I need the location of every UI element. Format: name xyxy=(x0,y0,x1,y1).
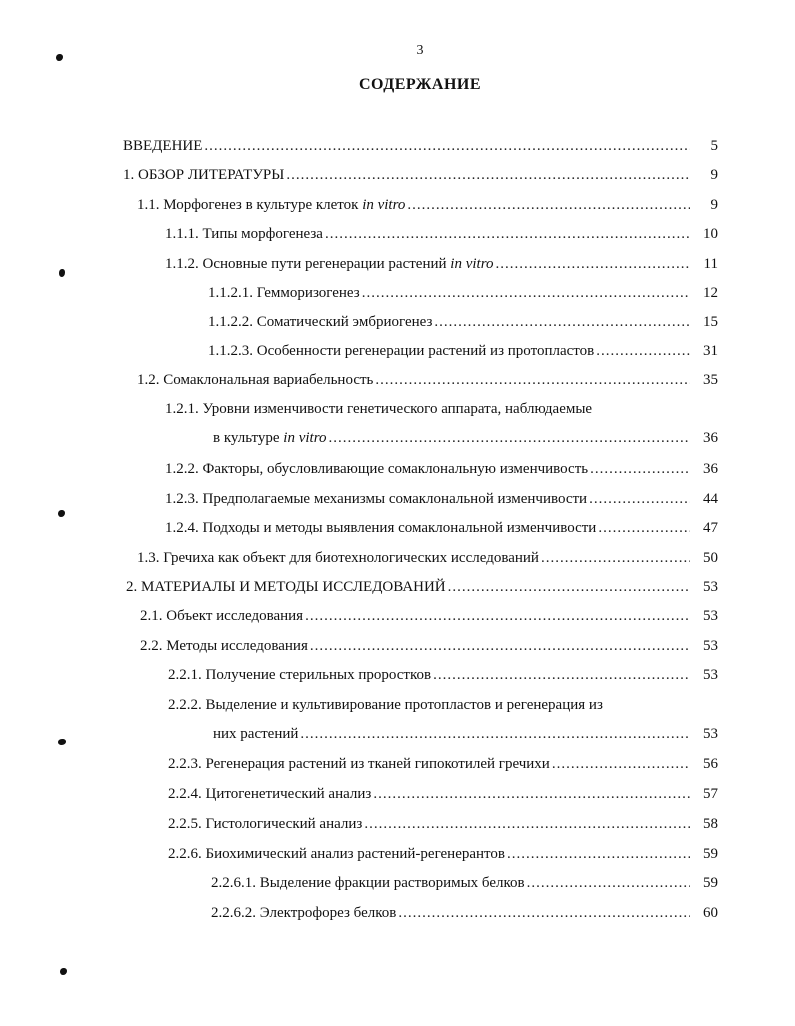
toc-entry-text: ВВЕДЕНИЕ xyxy=(123,138,203,154)
leader-dots xyxy=(305,607,690,625)
leader-dots xyxy=(310,637,690,655)
toc-entry-text: в культуре in vitro xyxy=(213,430,327,446)
toc-entry-page: 35 xyxy=(703,372,718,388)
toc-entry-text: 2.2.6.1. Выделение фракции растворимых белков xyxy=(211,875,525,891)
toc-entry-page: 58 xyxy=(703,816,718,832)
toc-entry-text: 1.1.2.3. Особенности регенерации растений из протопластов xyxy=(208,343,595,359)
toc-entry-text: 1. ОБЗОР ЛИТЕРАТУРЫ xyxy=(123,167,285,183)
toc-entry-text: 1.2. Сомаклональная вариабельность xyxy=(137,372,374,388)
leader-dots xyxy=(398,904,690,922)
toc-entry-2-2-2[interactable] xyxy=(213,725,718,743)
toc-entry-text: 1.1.2. Основные пути регенерации растений in vitro xyxy=(165,256,494,272)
toc-entry-text: 2. МАТЕРИАЛЫ И МЕТОДЫ ИССЛЕДОВАНИЙ xyxy=(126,579,446,595)
toc-entry-text: 2.2.4. Цитогенетический анализ xyxy=(168,786,372,802)
toc-entry-page: 10 xyxy=(703,226,718,242)
toc-entry-page: 59 xyxy=(703,846,718,862)
toc-entry-page: 50 xyxy=(703,550,718,566)
toc-entry-1-2-1[interactable] xyxy=(213,429,718,447)
toc-entry-page: 53 xyxy=(703,579,718,595)
toc-entry-page: 53 xyxy=(703,667,718,683)
toc-entry-2-2-5[interactable] xyxy=(168,815,718,833)
leader-dots xyxy=(407,196,690,214)
toc-entry-1-3[interactable] xyxy=(137,549,718,567)
toc-entry-text: 1.1.2.1. Гемморизогенез xyxy=(208,285,360,301)
toc-entry-text: 1.1.2.2. Соматический эмбриогенез xyxy=(208,314,433,330)
leader-dots xyxy=(552,755,690,773)
leader-dots xyxy=(448,578,690,596)
toc-entry-materials-methods[interactable] xyxy=(126,578,718,596)
toc-entry-1-2-3[interactable] xyxy=(165,490,718,508)
toc-entry-2-2-6-2[interactable] xyxy=(211,904,718,922)
toc-entry-text: них растений xyxy=(213,726,299,742)
toc-entry-text: 2.2.1. Получение стерильных проростков xyxy=(168,667,432,683)
leader-dots xyxy=(286,166,690,184)
toc-entry-introduction[interactable] xyxy=(123,137,718,155)
toc-entry-page: 9 xyxy=(710,197,718,213)
leader-dots xyxy=(589,490,690,508)
toc-entry-2-2-2-line1[interactable]: 2.2.2. Выделение и культивирование протопластов и регенерация из xyxy=(168,697,603,713)
toc-entry-page: 53 xyxy=(703,608,718,624)
leader-dots xyxy=(373,785,690,803)
toc-entry-literature-review[interactable] xyxy=(123,166,718,184)
toc-entry-page: 53 xyxy=(703,638,718,654)
toc-entry-1-1-2-1[interactable] xyxy=(208,284,718,302)
toc-entry-text: 1.2.4. Подходы и методы выявления сомаклональной изменчивости xyxy=(165,520,597,536)
toc-entry-text: 2.1. Объект исследования xyxy=(140,608,304,624)
toc-entry-1-2-4[interactable] xyxy=(165,519,718,537)
leader-dots xyxy=(495,255,690,273)
toc-entry-page: 36 xyxy=(703,430,718,446)
toc-entry-1-1[interactable] xyxy=(137,196,718,214)
leader-dots xyxy=(328,429,690,447)
toc-entry-page: 12 xyxy=(703,285,718,301)
toc-entry-1-1-2-2[interactable] xyxy=(208,313,718,331)
leader-dots xyxy=(204,137,690,155)
toc-entry-page: 31 xyxy=(703,343,718,359)
toc-entry-page: 56 xyxy=(703,756,718,772)
leader-dots xyxy=(527,874,690,892)
toc-entry-page: 60 xyxy=(703,905,718,921)
toc-entry-text: 1.2.3. Предполагаемые механизмы сомаклональной изменчивости xyxy=(165,491,588,507)
toc-entry-1-1-1[interactable] xyxy=(165,225,718,243)
toc-entry-1-1-2[interactable] xyxy=(165,255,718,273)
toc-entry-text: 1.2.2. Факторы, обусловливающие сомаклональную изменчивость xyxy=(165,461,589,477)
leader-dots xyxy=(598,519,690,537)
toc-entry-page: 47 xyxy=(703,520,718,536)
toc-entry-text: 2.2. Методы исследования xyxy=(140,638,308,654)
toc-entry-text: 2.2.6.2. Электрофорез белков xyxy=(211,905,397,921)
leader-dots xyxy=(433,666,690,684)
toc-entry-2-2-3[interactable] xyxy=(168,755,718,773)
toc-entry-page: 53 xyxy=(703,726,718,742)
toc-entry-1-2-1-line1[interactable]: 1.2.1. Уровни изменчивости генетического аппарата, наблюдаемые xyxy=(165,401,593,417)
toc-entry-page: 11 xyxy=(703,256,718,272)
toc-entry-1-2[interactable] xyxy=(137,371,718,389)
toc-entry-2-2[interactable] xyxy=(140,637,718,655)
toc-entry-text: 2.2.6. Биохимический анализ растений-регенерантов xyxy=(168,846,505,862)
leader-dots xyxy=(541,549,690,567)
toc-entry-text: 1.1. Морфогенез в культуре клеток in vitro xyxy=(137,197,406,213)
toc-title: СОДЕРЖАНИЕ xyxy=(358,76,482,93)
leader-dots xyxy=(434,313,690,331)
toc-entry-1-2-2[interactable] xyxy=(165,460,718,478)
leader-dots xyxy=(364,815,690,833)
toc-entry-2-1[interactable] xyxy=(140,607,718,625)
toc-entry-page: 44 xyxy=(703,491,718,507)
toc-entry-text: 2.2.3. Регенерация растений из тканей гипокотилей гречихи xyxy=(168,756,550,772)
toc-entry-2-2-1[interactable] xyxy=(168,666,718,684)
toc-entry-page: 15 xyxy=(703,314,718,330)
toc-entry-page: 5 xyxy=(710,138,718,154)
toc-entry-page: 36 xyxy=(703,461,718,477)
page-number: 3 xyxy=(416,43,424,58)
toc-entry-1-1-2-3[interactable] xyxy=(208,342,718,360)
leader-dots xyxy=(375,371,690,389)
leader-dots xyxy=(362,284,690,302)
toc-entry-page: 9 xyxy=(710,167,718,183)
toc-entry-page: 59 xyxy=(703,875,718,891)
leader-dots xyxy=(590,460,690,478)
leader-dots xyxy=(596,342,690,360)
leader-dots xyxy=(507,845,690,863)
toc-entry-text: 2.2.5. Гистологический анализ xyxy=(168,816,363,832)
leader-dots xyxy=(325,225,690,243)
toc-entry-text: 1.3. Гречиха как объект для биотехнологических исследований xyxy=(137,550,539,566)
leader-dots xyxy=(300,725,690,743)
toc-entry-2-2-6-1[interactable] xyxy=(211,874,718,892)
toc-entry-page: 57 xyxy=(703,786,718,802)
toc-entry-2-2-6[interactable] xyxy=(168,845,718,863)
toc-entry-text: 1.1.1. Типы морфогенеза xyxy=(165,226,323,242)
toc-entry-2-2-4[interactable] xyxy=(168,785,718,803)
